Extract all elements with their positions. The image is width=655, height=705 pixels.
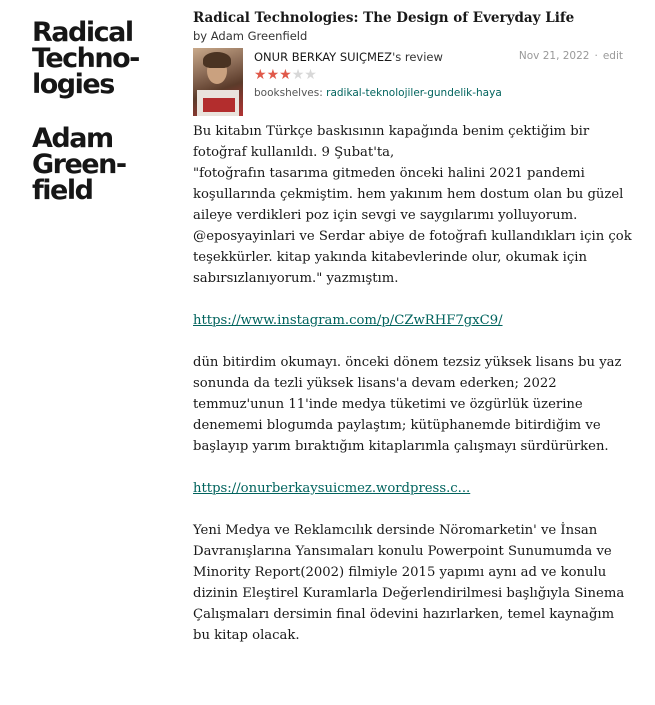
star-empty-icon[interactable]: ★ xyxy=(291,67,305,83)
reviewer-suffix: 's review xyxy=(392,50,443,64)
reviewer-line xyxy=(254,50,443,64)
spacer xyxy=(193,499,633,520)
book-header xyxy=(193,8,633,44)
meta-separator: · xyxy=(594,50,598,62)
review-date[interactable]: Nov 21, 2022 xyxy=(518,50,590,62)
book-author xyxy=(193,28,633,44)
reviewer-name[interactable]: ONUR BERKAY SUIÇMEZ xyxy=(254,50,393,64)
book-title[interactable]: Radical Technologies: The Design of Everyday Life xyxy=(193,10,575,26)
edit-link[interactable]: edit xyxy=(602,50,623,62)
review-meta xyxy=(519,50,623,62)
avatar[interactable] xyxy=(193,48,243,116)
review-body xyxy=(193,121,633,646)
review-header xyxy=(193,48,633,118)
cover-author: Adam Green- field xyxy=(32,123,126,206)
spacer xyxy=(193,289,633,310)
star-empty-icon[interactable]: ★ xyxy=(304,67,317,83)
shelves-label: bookshelves: xyxy=(254,87,323,99)
instagram-link[interactable]: https://www.instagram.com/p/CZwRHF7gxC9/ xyxy=(193,313,503,328)
review-paragraph: Yeni Medya ve Reklamcılık dersinde Nöromarketin' ve İnsan Davranışlarına Yansımaları konulu Powerpoint Sunumumda ve Minority Report(2002) filmiyle 2015 yapımı aynı ad ve konulu dizinin Eleştirel Kuramlarla Değerlendirilmesi başlığıyla Sinema Çalışmaları dersimin final ödevini hazırlarken, temel kaynağım bu kitap olacak. xyxy=(193,523,625,643)
shelf-link[interactable]: radikal-teknolojiler-gundelik-haya xyxy=(326,87,502,99)
spacer xyxy=(193,331,633,352)
star-filled-icon[interactable]: ★ xyxy=(266,67,280,83)
avatar-accordion xyxy=(203,98,235,112)
avatar-hair xyxy=(203,52,231,68)
cover-title: Radical Techno- logies xyxy=(32,17,139,100)
bookshelves xyxy=(254,87,502,99)
review-paragraph: Bu kitabın Türkçe baskısının kapağında benim çektiğim bir fotoğraf kullanıldı. 9 Şubat'ta, xyxy=(193,124,590,160)
star-filled-icon[interactable]: ★ xyxy=(254,67,267,83)
star-filled-icon[interactable]: ★ xyxy=(279,67,292,83)
author-link[interactable]: Adam Greenfield xyxy=(210,29,308,43)
spacer xyxy=(193,457,633,478)
blog-link[interactable]: https://onurberkaysuicmez.wordpress.c... xyxy=(193,481,471,496)
review-paragraph: dün bitirdim okumayı. önceki dönem tezsiz yüksek lisans bu yaz sonunda da tezli yüksek lisans'a devam ederken; 2022 temmuz'unun 11'inde medya tüketimi ve özgürlük üzerine denememi blogumda paylaştım; kütüphanemde bitirdiğim ve başlayıp yarım bıraktığım kitaplarımla çalışmayı sürdürürken. xyxy=(193,355,622,454)
review-paragraph: "fotoğrafın tasarıma gitmeden önceki halini 2021 pandemi koşullarında çekmiştim. hem yakınım hem dostum olan bu güzel aileye verdikleri poz için sevgi ve saygılarımı yolluyorum. @eposyayinlari ve Serdar abiye de fotoğrafı kullandıkları için çok teşekkürler. kitap yakında kitabevlerinde olur, okumak için sabırsızlanıyorum." yazmıştım. xyxy=(193,166,632,286)
book-cover[interactable] xyxy=(30,14,148,206)
author-prefix: by xyxy=(193,29,208,43)
star-rating xyxy=(254,67,317,83)
